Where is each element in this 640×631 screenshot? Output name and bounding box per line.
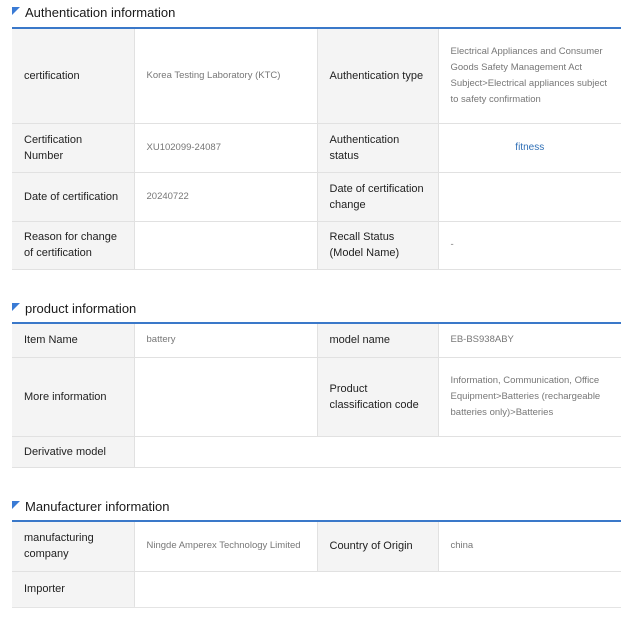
section-flag-icon — [12, 303, 20, 311]
item-name-label: Item Name — [12, 323, 134, 357]
table-row — [12, 436, 621, 467]
certification-label: certification — [12, 28, 134, 123]
product-section-title — [12, 301, 136, 316]
classification-label: Product classification code — [317, 357, 438, 436]
table-row — [12, 221, 621, 269]
section-flag-icon — [12, 7, 20, 15]
recall-value: - — [438, 221, 621, 269]
table-row — [12, 571, 621, 607]
auth-status-label: Authentication status — [317, 123, 438, 172]
cert-change-date-label: Date of certification change — [317, 172, 438, 221]
auth-type-value: Electrical Appliances and Consumer Goods Safety Management Act Subject>Electrical appliances subject to safety confirmation — [438, 28, 621, 123]
certification-value: Korea Testing Laboratory (KTC) — [134, 28, 317, 123]
reason-change-label: Reason for change of certification — [12, 221, 134, 269]
manufacturer-table — [12, 520, 621, 608]
table-row — [12, 521, 621, 571]
cert-date-label: Date of certification — [12, 172, 134, 221]
origin-value: china — [438, 521, 621, 571]
table-row — [12, 323, 621, 357]
importer-value — [134, 571, 621, 607]
manufacturer-title-text: Manufacturer information — [25, 499, 170, 514]
product-title-text: product information — [25, 301, 137, 316]
derivative-value — [134, 436, 621, 467]
reason-change-value — [134, 221, 317, 269]
product-table — [12, 322, 621, 468]
table-row — [12, 172, 621, 221]
auth-table — [12, 27, 621, 270]
cert-number-label: Certification Number — [12, 123, 134, 172]
table-row — [12, 123, 621, 172]
table-row — [12, 357, 621, 436]
model-name-label: model name — [317, 323, 438, 357]
classification-value: Information, Communication, Office Equipment>Batteries (rechargeable batteries only)>Batteries — [438, 357, 621, 436]
bottom-fade — [0, 605, 640, 631]
importer-label: Importer — [12, 571, 134, 607]
auth-status-cell — [438, 123, 621, 172]
auth-section-title — [12, 5, 175, 20]
item-name-value: battery — [134, 323, 317, 357]
more-info-value — [134, 357, 317, 436]
more-info-label: More information — [12, 357, 134, 436]
auth-title-text: Authentication information — [25, 5, 176, 20]
auth-type-label: Authentication type — [317, 28, 438, 123]
cert-change-date-value — [438, 172, 621, 221]
section-flag-icon — [12, 501, 20, 509]
manufacturer-section-title — [12, 499, 170, 514]
recall-label: Recall Status (Model Name) — [317, 221, 438, 269]
company-label: manufacturing company — [12, 521, 134, 571]
cert-number-value: XU102099-24087 — [134, 123, 317, 172]
auth-status-link[interactable]: fitness — [515, 141, 545, 153]
company-value: Ningde Amperex Technology Limited — [134, 521, 317, 571]
cert-date-value: 20240722 — [134, 172, 317, 221]
model-name-value: EB-BS938ABY — [438, 323, 621, 357]
origin-label: Country of Origin — [317, 521, 438, 571]
derivative-label: Derivative model — [12, 436, 134, 467]
table-row — [12, 28, 621, 123]
